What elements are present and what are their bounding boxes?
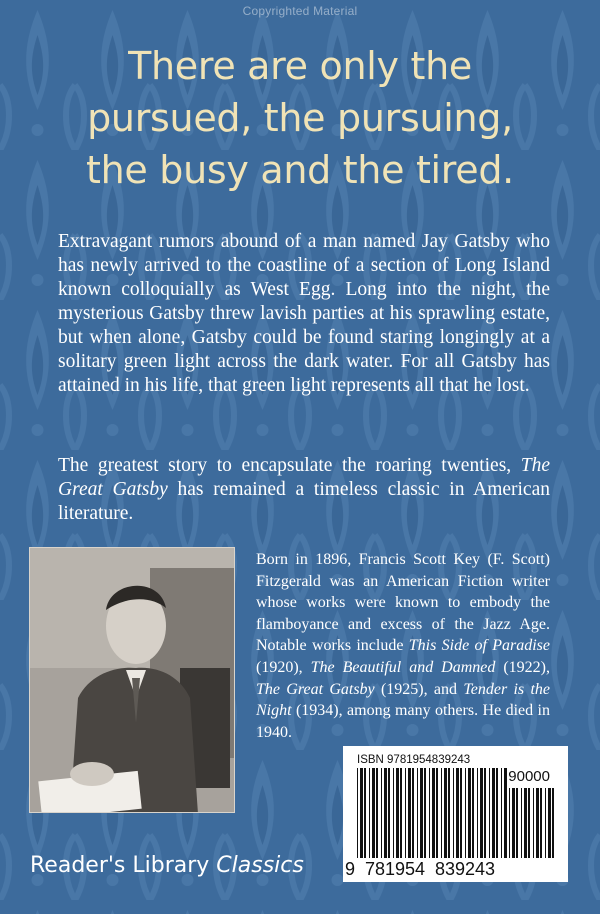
synopsis-paragraph: Extravagant rumors abound of a man named Jay Gatsby who has newly arrived to the coastline of a section of Long Island known colloquially as West Egg. Long into the night, the mysterious Gatsby threw lavish parties at his sprawling estate, but when alone, Gatsby could be found staring longingly at a solitary green light across the dark water. For all Gatsby has attained in his life, that green light represents all that he lost. [58, 231, 550, 396]
barcode-bar [548, 788, 551, 858]
barcode-digit-group: 781954 [365, 859, 426, 879]
barcode-bar [400, 768, 402, 858]
barcode-bar [477, 768, 478, 858]
barcode-bar [516, 788, 518, 858]
isbn-barcode [343, 746, 568, 882]
barcode-bar [536, 788, 539, 858]
barcode-bar [552, 788, 554, 858]
barcode-digit-group: 839243 [435, 859, 496, 879]
book-title-italic: The Great Gatsby [58, 455, 550, 500]
barcode-bar [512, 788, 515, 858]
praise-text: has remained a timeless classic in American literature. [58, 479, 550, 524]
barcode-bar [372, 768, 375, 858]
barcode-bar [528, 788, 530, 858]
publisher-brand [30, 853, 304, 878]
author-bio [256, 549, 550, 743]
barcode-digit-first: 9 [345, 859, 356, 879]
barcode-bar [492, 768, 495, 858]
barcode-bar [417, 768, 418, 858]
barcode-bar [405, 768, 406, 858]
barcode-bar [396, 768, 399, 858]
barcode-bar [540, 788, 542, 858]
barcode-bar [448, 768, 450, 858]
brand-series: Classics [216, 853, 304, 878]
isbn-label: ISBN 9781954839243 [357, 754, 471, 766]
brand-name: Reader's Library [30, 853, 217, 878]
barcode-bar [472, 768, 474, 858]
work-title: The Great Gatsby [256, 680, 375, 698]
barcode-bar [424, 768, 426, 858]
barcode-bar [441, 768, 442, 858]
bio-text: (1934), among many others. He died in 1940. [256, 702, 550, 741]
author-photo [29, 547, 235, 813]
price-barcode-bars [509, 788, 555, 860]
quote-line: the busy and the tired. [86, 148, 514, 192]
praise-paragraph [58, 454, 550, 526]
barcode-bar [360, 768, 363, 858]
bio-text: Born in 1896, Francis Scott Key (F. Scott) Fitzgerald was an American Fiction writer whose works were known to embody the flamboyance and excess of the Jazz Age. Notable works include [256, 551, 550, 655]
bio-text: (1920), [256, 658, 311, 676]
barcode-bar [369, 768, 370, 858]
bio-text: (1925), and [374, 680, 464, 698]
barcode-bar [545, 788, 546, 858]
barcode-bar [521, 788, 522, 858]
barcode-bar [388, 768, 390, 858]
barcode-bar [524, 788, 527, 858]
barcode-bar [381, 768, 382, 858]
barcode-bar [420, 768, 423, 858]
barcode-bar [444, 768, 447, 858]
barcode-bar [384, 768, 387, 858]
pull-quote [0, 40, 600, 196]
barcode-bar [364, 768, 366, 858]
barcode-bar [456, 768, 459, 858]
bio-text: (1922), [495, 658, 551, 676]
work-title: This Side of Paradise [408, 637, 550, 655]
barcode-bar [429, 768, 430, 858]
barcode-bar [436, 768, 438, 858]
praise-text: The greatest story to encapsulate the roaring twenties, [58, 455, 521, 476]
barcode-bar [357, 768, 358, 858]
quote-line: pursued, the pursuing, [87, 96, 513, 140]
copyright-watermark: Copyrighted Material [242, 4, 358, 18]
work-title: The Beautiful and Damned [310, 658, 496, 676]
barcode-bar [480, 768, 483, 858]
quote-line: There are only the [128, 44, 472, 88]
barcode-bar [408, 768, 411, 858]
barcode-bar [468, 768, 471, 858]
barcode-bar [465, 768, 466, 858]
barcode-bar [376, 768, 378, 858]
barcode-bar [484, 768, 486, 858]
barcode-bar [496, 768, 498, 858]
barcode-bar [489, 768, 490, 858]
barcode-bar [504, 768, 507, 858]
barcode-bar [453, 768, 454, 858]
barcode-bar [432, 768, 435, 858]
barcode-bar [533, 788, 534, 858]
barcode-bars [357, 768, 507, 860]
barcode-bar [412, 768, 414, 858]
price-code: 90000 [508, 768, 550, 785]
barcode-bar [501, 768, 502, 858]
barcode-bar [509, 788, 510, 858]
barcode-bar [460, 768, 462, 858]
work-title: Tender is the Night [256, 680, 551, 720]
barcode-bar [393, 768, 394, 858]
